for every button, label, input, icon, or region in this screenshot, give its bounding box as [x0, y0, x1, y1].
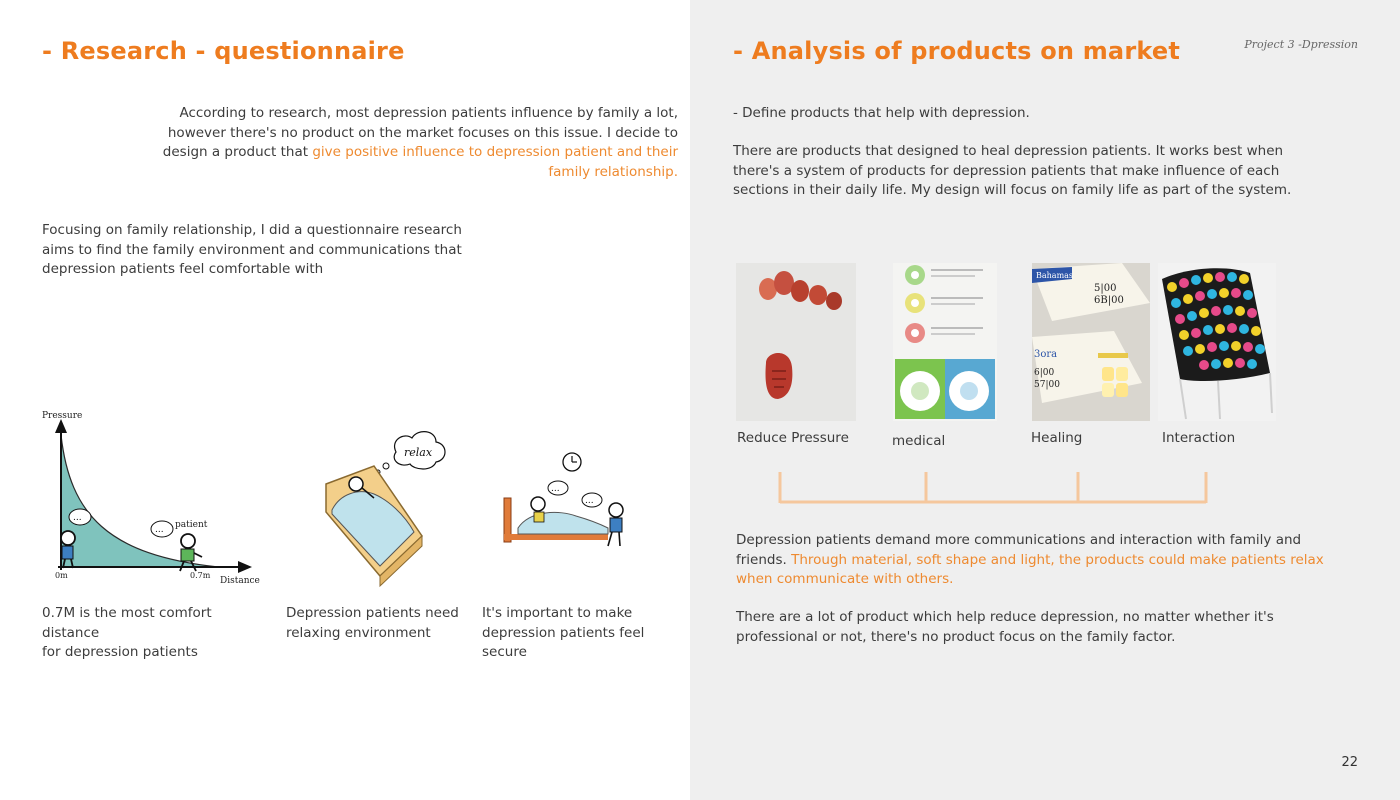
product-label-reduce-pressure: Reduce Pressure [737, 430, 849, 446]
intro-line-3-highlight: give positive influence to depression patient and their [312, 144, 678, 160]
healing-box-brand-2: 3ora [1034, 349, 1058, 360]
distance-label: 0.7m [190, 571, 211, 580]
product-photo-medical [893, 263, 997, 421]
product-label-medical: medical [892, 433, 946, 449]
bed-base [504, 534, 608, 540]
caption-3-line-2: depression patients feel [482, 624, 645, 641]
x-axis-arrow [238, 561, 252, 573]
healing-box-number-2: 6B|00 [1094, 295, 1124, 306]
conclusion-paragraph [736, 608, 1356, 647]
intro-line-3-plain: design a product that [162, 144, 313, 160]
system-line-1: There are products that designed to heal depression patients. It works best when [733, 143, 1284, 159]
svg-text:...: ... [551, 484, 560, 494]
healing-box-brand: Bahamas [1036, 271, 1074, 280]
healing-box-number-4: 57|00 [1034, 380, 1060, 390]
demand-line-2-plain: friends. [736, 551, 792, 568]
svg-text:...: ... [155, 525, 164, 535]
product-group-bracket [774, 470, 1214, 506]
caption-2-line-2: relaxing environment [286, 624, 431, 641]
relaxing-bed-illustration [318, 428, 450, 588]
product-photo-reduce-pressure [736, 263, 856, 421]
healing-box-number-1: 5|00 [1094, 283, 1117, 294]
caption-1-line-2: for depression patients [42, 644, 198, 660]
intro-line-4-highlight: family relationship. [548, 163, 678, 180]
y-axis-arrow [55, 419, 67, 433]
origin-label: 0m [55, 571, 68, 580]
demand-line-1: Depression patients demand more communications and interaction with family and [736, 532, 1302, 548]
intro-line-1: According to research, most depression patients influence by family a lot, [179, 105, 678, 121]
demand-paragraph [736, 531, 1356, 590]
system-paragraph [733, 142, 1353, 201]
visitor-head [609, 503, 623, 517]
secure-bedside-illustration [500, 448, 635, 558]
product-photo-interaction [1158, 263, 1276, 421]
product-label-interaction: Interaction [1162, 430, 1236, 446]
demand-line-2 [736, 551, 1356, 571]
page-number: 22 [1341, 755, 1358, 770]
conclusion-line-1: There are a lot of product which help reduce depression, no matter whether it's [736, 609, 1274, 625]
x-axis-label: Distance [220, 576, 260, 586]
conclusion-line-2: professional or not, there's no product focus on the family factor. [736, 628, 1176, 645]
focus-paragraph [42, 221, 462, 280]
caption-3-line-1: It's important to make [482, 605, 633, 621]
demand-line-2-highlight: Through material, soft shape and light, the products could make patients relax [791, 551, 1324, 568]
healing-box-number-3: 6|00 [1034, 368, 1055, 378]
distance-pressure-chart [38, 405, 263, 590]
product-photo-healing [1032, 263, 1150, 421]
patient-head [531, 497, 545, 511]
project-label: Project 3 -Dpression [1244, 38, 1358, 51]
product-label-healing: Healing [1031, 430, 1083, 446]
demand-line-3-highlight: when communicate with others. [736, 571, 954, 587]
focus-line-3: depression patients feel comfortable with [42, 261, 324, 277]
system-line-3: sections in their daily life. My design will focus on family life as part of the system. [733, 182, 1292, 198]
sleeper-head [349, 477, 363, 491]
pressure-curve-area [61, 435, 218, 567]
y-axis-label: Pressure [42, 411, 83, 421]
svg-text:...: ... [585, 496, 594, 506]
focus-line-2: aims to find the family environment and communications that [42, 241, 462, 258]
intro-line-3 [38, 143, 678, 163]
patient-label: patient [175, 520, 208, 530]
caption-comfort-distance [42, 604, 272, 663]
caption-1-line-1: 0.7M is the most comfort distance [42, 605, 212, 641]
analysis-heading: - Analysis of products on market [733, 37, 1181, 65]
caption-2-line-1: Depression patients need [286, 605, 459, 621]
research-heading: - Research - questionnaire [42, 37, 405, 65]
relax-bubble-text: relax [404, 446, 433, 459]
intro-line-2: however there's no product on the market focuses on this issue. I decide to [167, 124, 678, 141]
caption-3-line-3: secure [482, 644, 527, 660]
svg-text:...: ... [73, 513, 82, 523]
right-page [690, 0, 1400, 800]
research-intro-paragraph [38, 104, 678, 182]
system-line-2: there's a system of products for depression patients that make influence of each [733, 162, 1280, 179]
define-line: - Define products that help with depression. [733, 105, 1030, 121]
left-page [0, 0, 690, 800]
caption-feel-secure [482, 604, 672, 663]
bed-blanket [518, 512, 608, 534]
focus-line-1: Focusing on family relationship, I did a questionnaire research [42, 222, 462, 238]
caption-relaxing-environment [286, 604, 476, 643]
